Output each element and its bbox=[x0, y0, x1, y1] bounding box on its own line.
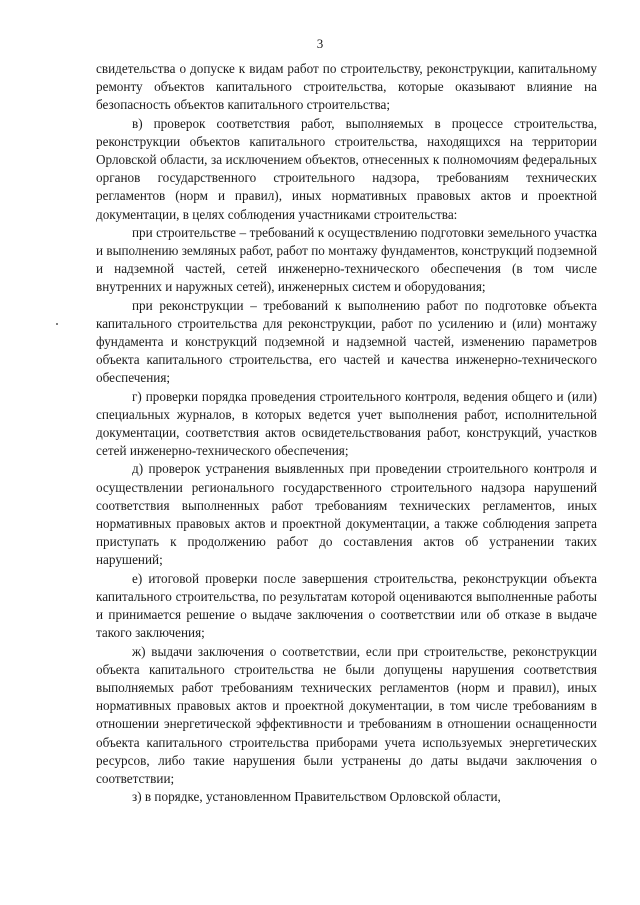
paragraph-item-v: в) проверок соответствия работ, выполняемых в процессе строительства, реконструкции объектов капитального строительства, находящихся на территории Орловской области, за исключением объектов, отнесенных к полномочиям федеральных органов государственного строительного надзора, требованиям технических регламентов (норм и правил), иных нормативных правовых актов и проектной документации, в целях соблюдения участниками строительства: bbox=[96, 115, 597, 222]
paragraph-item-g: г) проверки порядка проведения строительного контроля, ведения общего и (или) специальных журналов, в которых ведется учет выполнения работ, исполнительной документации, соответствия актов освидетельствования работ, конструкций, участков сетей инженерно-технического обеспечения; bbox=[96, 388, 597, 459]
paragraph-item-zh: ж) выдачи заключения о соответствии, если при строительстве, реконструкции объекта капитального строительства не были допущены нарушения соответствия выполняемых работ требованиям технических регламентов (норм и правил), иных нормативных правовых актов и проектной документации, в том числе требованиям в отношении энергетической эффективности и требованиям в отношении оснащенности объекта капитального строительства приборами учета используемых энергетических ресурсов, либо такие нарушения были устранены до даты выдачи заключения о соответствии; bbox=[96, 643, 597, 786]
paragraph-reconstruction: при реконструкции – требований к выполнению работ по подготовке объекта капитального строительства для реконструкции, работ по усилению и (или) монтажу фундамента и конструкций подземной и надземной частей, изменению параметров объекта капитального строительства, его частей и качества инженерно-технического обеспечения; bbox=[96, 297, 597, 386]
paragraph-construction: при строительстве – требований к осуществлению подготовки земельного участка и выполнению земляных работ, работ по монтажу фундаментов, конструкций подземной и надземной частей, сетей инженерно-технического обеспечения (в том числе внутренних и наружных сетей), инженерных систем и оборудования; bbox=[96, 224, 597, 295]
document-body bbox=[96, 60, 597, 806]
paragraph-item-z: з) в порядке, установленном Правительством Орловской области, bbox=[132, 789, 501, 805]
paragraph-continuation: свидетельства о допуске к видам работ по строительству, реконструкции, капитальному ремонту объектов капитального строительства, которые оказывают влияние на безопасность объектов капитального строительства; bbox=[96, 61, 597, 113]
paragraph-item-e: е) итоговой проверки после завершения строительства, реконструкции объекта капитального строительства, по результатам которой оцениваются выполненные работы и принимается решение о выдаче заключения о соответствии или об отказе в выдаче такого заключения; bbox=[96, 570, 597, 641]
page-number: 3 bbox=[316, 36, 324, 51]
margin-mark bbox=[56, 323, 58, 325]
paragraph-item-d: д) проверок устранения выявленных при проведении строительного контроля и осуществлении регионального государственного строительного надзора нарушений соответствия выполненных работ требованиям технических регламентов, иных нормативных правовых актов и проектной документации, а также соблюдения запрета приступать к продолжению работ до составления актов об устранении таких нарушений; bbox=[96, 461, 597, 568]
